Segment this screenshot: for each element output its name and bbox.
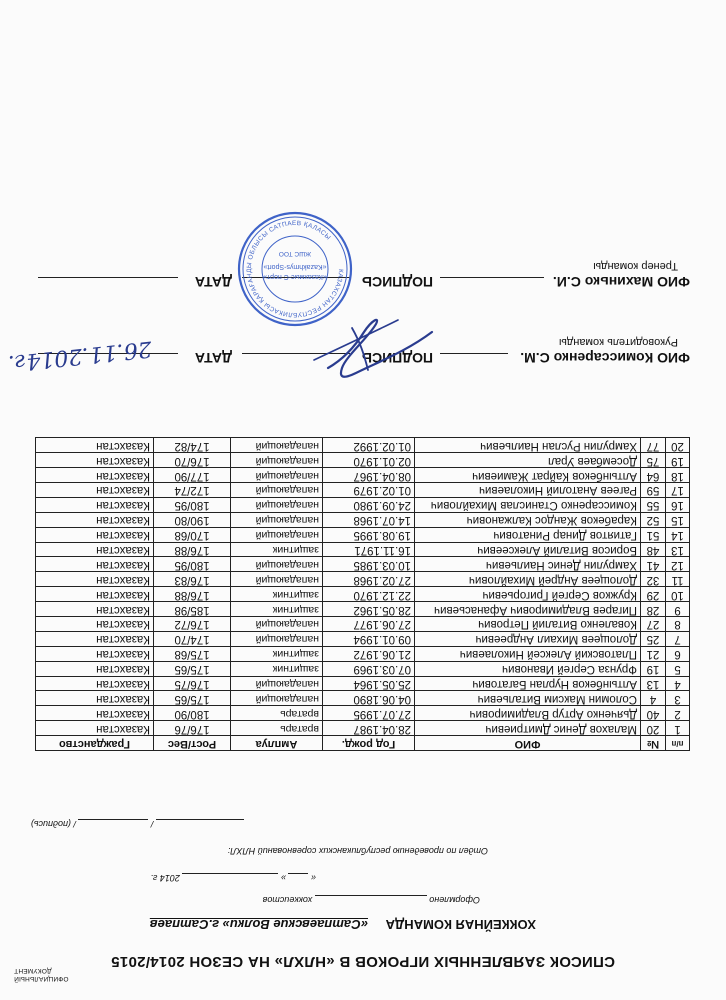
cell-birth-date: 28.05.1962 bbox=[323, 602, 415, 617]
cell-row-index: 10 bbox=[666, 587, 690, 602]
manager-fio: ФИО Комиссаренко С.М. bbox=[520, 350, 690, 366]
cell-jersey-number: 59 bbox=[641, 482, 666, 497]
cell-citizenship: Казахстан bbox=[36, 646, 154, 661]
cell-row-index: 15 bbox=[666, 512, 690, 527]
cell-citizenship: Казахстан bbox=[36, 691, 154, 706]
cell-height-weight: 174/70 bbox=[154, 631, 231, 646]
table-row bbox=[36, 602, 690, 617]
coach-date-label: ДАТА bbox=[194, 274, 232, 290]
cell-citizenship: Казахстан bbox=[36, 542, 154, 557]
team-name: «Сатпаевские Волки» г.Сатпаев bbox=[149, 917, 368, 932]
cell-jersey-number: 4 bbox=[641, 691, 666, 706]
cell-row-index: 19 bbox=[666, 453, 690, 468]
cell-row-index: 9 bbox=[666, 602, 690, 617]
cell-birth-date: 01.02.1979 bbox=[323, 482, 415, 497]
cell-position: нападающий bbox=[231, 572, 323, 587]
cell-height-weight: 180/95 bbox=[154, 497, 231, 512]
cell-player-name: Долощеев Михаил Андреевич bbox=[415, 631, 641, 646]
coach-role: Тренер команды bbox=[593, 260, 678, 272]
header-height-weight: Рост/Вес bbox=[154, 736, 231, 751]
oformleno-label: Оформлено bbox=[429, 895, 480, 905]
cell-position: нападающий bbox=[231, 557, 323, 572]
cell-jersey-number: 55 bbox=[641, 497, 666, 512]
manager-date-label: ДАТА bbox=[194, 350, 232, 366]
stamp-center-line-2: «Kazakhmys-Sport» bbox=[263, 263, 327, 270]
hockeists-label: хоккеистов bbox=[262, 895, 313, 905]
cell-position: вратарь bbox=[231, 721, 323, 736]
cell-birth-date: 16.11.1971 bbox=[323, 542, 415, 557]
cell-birth-date: 27.02.1968 bbox=[323, 572, 415, 587]
cell-birth-date: 25.05.1964 bbox=[323, 676, 415, 691]
table-body bbox=[36, 438, 690, 736]
round-stamp bbox=[236, 210, 354, 328]
cell-player-name: Фрунза Сергей Иванович bbox=[415, 661, 641, 676]
cell-birth-date: 21.06.1972 bbox=[323, 646, 415, 661]
cell-jersey-number: 21 bbox=[641, 646, 666, 661]
table-row bbox=[36, 661, 690, 676]
cell-citizenship: Казахстан bbox=[36, 572, 154, 587]
cell-jersey-number: 77 bbox=[641, 438, 666, 453]
cell-row-index: 5 bbox=[666, 661, 690, 676]
cell-height-weight: 190/80 bbox=[154, 512, 231, 527]
cell-player-name: Коваленко Виталий Петрович bbox=[415, 616, 641, 631]
department-name-blank bbox=[156, 819, 244, 830]
cell-jersey-number: 27 bbox=[641, 616, 666, 631]
cell-citizenship: Казахстан bbox=[36, 721, 154, 736]
cell-birth-date: 28.04.1987 bbox=[323, 721, 415, 736]
cell-jersey-number: 40 bbox=[641, 706, 666, 721]
cell-row-index: 2 bbox=[666, 706, 690, 721]
cell-citizenship: Казахстан bbox=[36, 512, 154, 527]
header-birth-year: Год рожд. bbox=[323, 736, 415, 751]
cell-birth-date: 27.06.1977 bbox=[323, 616, 415, 631]
table-row bbox=[36, 468, 690, 483]
cell-player-name: Пигарев Владимирович Афанасьевич bbox=[415, 602, 641, 617]
header-fio: ФИО bbox=[415, 736, 641, 751]
cell-player-name: Малахов Денис Дмитриевич bbox=[415, 721, 641, 736]
table-row bbox=[36, 542, 690, 557]
cell-player-name: Рагеев Анатолий Николаевич bbox=[415, 482, 641, 497]
cell-player-name: Комиссаренко Станислав Михайлович bbox=[415, 497, 641, 512]
cell-citizenship: Казахстан bbox=[36, 453, 154, 468]
department-line: Отдел по проведению республиканских соревнований НЛХЛ: bbox=[227, 846, 488, 856]
cell-player-name: Гатиятов Динар Ринатович bbox=[415, 527, 641, 542]
cell-height-weight: 176/72 bbox=[154, 616, 231, 631]
cell-position: нападающий bbox=[231, 512, 323, 527]
table-row bbox=[36, 482, 690, 497]
cell-birth-date: 01.02.1992 bbox=[323, 438, 415, 453]
date-open-quote: « bbox=[310, 873, 316, 883]
cell-player-name: Хамрулин Денис Наильевич bbox=[415, 557, 641, 572]
stamp-center-line-1: «Казахмыс-С порт» bbox=[263, 273, 327, 280]
cell-height-weight: 172/74 bbox=[154, 482, 231, 497]
cell-birth-date: 07.03.1969 bbox=[323, 661, 415, 676]
cell-row-index: 4 bbox=[666, 676, 690, 691]
cell-birth-date: 02.01.1970 bbox=[323, 453, 415, 468]
cell-citizenship: Казахстан bbox=[36, 497, 154, 512]
table-row bbox=[36, 616, 690, 631]
cell-row-index: 3 bbox=[666, 691, 690, 706]
table-row bbox=[36, 631, 690, 646]
cell-citizenship: Казахстан bbox=[36, 602, 154, 617]
cell-player-name: Соломин Максим Витальевич bbox=[415, 691, 641, 706]
cell-citizenship: Казахстан bbox=[36, 527, 154, 542]
cell-height-weight: 175/68 bbox=[154, 646, 231, 661]
cell-position: нападающий bbox=[231, 438, 323, 453]
cell-position: вратарь bbox=[231, 706, 323, 721]
table-row bbox=[36, 512, 690, 527]
cell-jersey-number: 25 bbox=[641, 631, 666, 646]
cell-player-name: Досембаев Урал bbox=[415, 453, 641, 468]
cell-position: защитник bbox=[231, 602, 323, 617]
table-row bbox=[36, 706, 690, 721]
coach-name-underline bbox=[440, 277, 544, 278]
cell-position: нападающий bbox=[231, 691, 323, 706]
cell-birth-date: 22.12.1970 bbox=[323, 587, 415, 602]
cell-height-weight: 180/90 bbox=[154, 706, 231, 721]
header-citizenship: Гражданство bbox=[36, 736, 154, 751]
cell-jersey-number: 28 bbox=[641, 602, 666, 617]
cell-jersey-number: 75 bbox=[641, 453, 666, 468]
date-day-blank bbox=[288, 873, 308, 884]
department-slash: / bbox=[150, 819, 154, 829]
cell-row-index: 12 bbox=[666, 557, 690, 572]
stamp-bottom-text: ЖШС ТОО bbox=[278, 250, 312, 257]
cell-citizenship: Казахстан bbox=[36, 557, 154, 572]
cell-height-weight: 185/98 bbox=[154, 602, 231, 617]
manager-role: Руководитель команды bbox=[558, 336, 678, 348]
stamp-outer-text: КАЗАХСТАН РЕСПУБЛИКАСЫ ҚАРАҒАНДЫ ОБЛЫСЫ САТПАЕВ ҚАЛАСЫ bbox=[245, 219, 345, 319]
cell-jersey-number: 32 bbox=[641, 572, 666, 587]
cell-citizenship: Казахстан bbox=[36, 631, 154, 646]
cell-citizenship: Казахстан bbox=[36, 706, 154, 721]
table-row bbox=[36, 572, 690, 587]
cell-jersey-number: 19 bbox=[641, 661, 666, 676]
table-row bbox=[36, 676, 690, 691]
department-sign-blank bbox=[78, 819, 148, 830]
table-row bbox=[36, 721, 690, 736]
date-month-blank bbox=[182, 873, 278, 884]
cell-jersey-number: 51 bbox=[641, 527, 666, 542]
table-row bbox=[36, 691, 690, 706]
cell-row-index: 17 bbox=[666, 482, 690, 497]
cell-row-index: 11 bbox=[666, 572, 690, 587]
cell-position: нападающий bbox=[231, 453, 323, 468]
cell-birth-date: 04.06.1890 bbox=[323, 691, 415, 706]
cell-birth-date: 14.07.1968 bbox=[323, 512, 415, 527]
cell-player-name: Кружков Сергей Григорьевич bbox=[415, 587, 641, 602]
cell-row-index: 14 bbox=[666, 527, 690, 542]
cell-row-index: 20 bbox=[666, 438, 690, 453]
cell-birth-date: 09.01.1994 bbox=[323, 631, 415, 646]
cell-height-weight: 176/88 bbox=[154, 542, 231, 557]
manager-name-underline bbox=[440, 353, 508, 354]
cell-row-index: 16 bbox=[666, 497, 690, 512]
team-line bbox=[150, 917, 536, 932]
cell-height-weight: 175/65 bbox=[154, 661, 231, 676]
cell-citizenship: Казахстан bbox=[36, 438, 154, 453]
cell-player-name: Платовский Алексей Николаевич bbox=[415, 646, 641, 661]
coach-date-line bbox=[38, 277, 178, 278]
cell-birth-date: 24.09.1980 bbox=[323, 497, 415, 512]
cell-height-weight: 175/65 bbox=[154, 691, 231, 706]
table-row bbox=[36, 587, 690, 602]
cell-height-weight: 176/75 bbox=[154, 676, 231, 691]
cell-height-weight: 176/70 bbox=[154, 453, 231, 468]
cell-player-name: Алтынбеков Нурлан Багатович bbox=[415, 676, 641, 691]
coach-fio: ФИО Махинько С.И. bbox=[552, 274, 690, 290]
cell-jersey-number: 13 bbox=[641, 676, 666, 691]
cell-height-weight: 174/82 bbox=[154, 438, 231, 453]
cell-birth-date: 27.07.1995 bbox=[323, 706, 415, 721]
cell-position: нападающий bbox=[231, 631, 323, 646]
cell-row-index: 13 bbox=[666, 542, 690, 557]
cell-height-weight: 170/68 bbox=[154, 527, 231, 542]
cell-position: нападающий bbox=[231, 527, 323, 542]
cell-position: защитник bbox=[231, 542, 323, 557]
cell-player-name: Карабеков Жандос Калжанович bbox=[415, 512, 641, 527]
table-row bbox=[36, 557, 690, 572]
players-table bbox=[35, 437, 690, 751]
cell-citizenship: Казахстан bbox=[36, 676, 154, 691]
cell-citizenship: Казахстан bbox=[36, 661, 154, 676]
date-line bbox=[150, 873, 316, 884]
cell-jersey-number: 64 bbox=[641, 468, 666, 483]
document-title: СПИСОК ЗАЯВЛЕННЫХ ИГРОКОВ В «НЛХЛ» НА СЕЗОН 2014/2015 bbox=[110, 953, 616, 970]
table-row bbox=[36, 646, 690, 661]
coach-podpis-label: ПОДПИСЬ bbox=[361, 274, 433, 290]
cell-row-index: 8 bbox=[666, 616, 690, 631]
cell-row-index: 6 bbox=[666, 646, 690, 661]
cell-position: защитник bbox=[231, 587, 323, 602]
table-row bbox=[36, 497, 690, 512]
cell-citizenship: Казахстан bbox=[36, 482, 154, 497]
cell-jersey-number: 48 bbox=[641, 542, 666, 557]
cell-row-index: 18 bbox=[666, 468, 690, 483]
cell-citizenship: Казахстан bbox=[36, 468, 154, 483]
cell-position: нападающий bbox=[231, 616, 323, 631]
cell-citizenship: Казахстан bbox=[36, 587, 154, 602]
header-position: Амплуа bbox=[231, 736, 323, 751]
table-row bbox=[36, 453, 690, 468]
oformleno-blank bbox=[315, 895, 427, 906]
cell-height-weight: 180/95 bbox=[154, 557, 231, 572]
cell-position: защитник bbox=[231, 661, 323, 676]
cell-birth-date: 10.03.1985 bbox=[323, 557, 415, 572]
handwritten-date: 26.11.2014г. bbox=[7, 335, 153, 376]
cell-player-name: Алтынбеков Кайрат Жамиевич bbox=[415, 468, 641, 483]
cell-citizenship: Казахстан bbox=[36, 616, 154, 631]
department-sign-caption: / (подпись) bbox=[30, 819, 76, 829]
cell-height-weight: 176/83 bbox=[154, 572, 231, 587]
manager-podpis-label: ПОДПИСЬ bbox=[361, 350, 433, 366]
date-year: 2014 г. bbox=[150, 873, 180, 883]
cell-position: нападающий bbox=[231, 468, 323, 483]
cell-position: защитник bbox=[231, 646, 323, 661]
date-close-quote: » bbox=[280, 873, 286, 883]
cell-position: нападающий bbox=[231, 482, 323, 497]
cell-position: нападающий bbox=[231, 497, 323, 512]
cell-player-name: Долощеев Андрей Михайлович bbox=[415, 572, 641, 587]
cell-birth-date: 19.08.1995 bbox=[323, 527, 415, 542]
cell-row-index: 7 bbox=[666, 631, 690, 646]
cell-height-weight: 177/90 bbox=[154, 468, 231, 483]
cell-row-index: 1 bbox=[666, 721, 690, 736]
header-number-order: п/п bbox=[666, 736, 690, 751]
official-document-label: ОФИЦИАЛЬНЫЙ ДОКУМЕНТ bbox=[14, 967, 69, 982]
table-row bbox=[36, 527, 690, 542]
cell-jersey-number: 41 bbox=[641, 557, 666, 572]
table-row bbox=[36, 438, 690, 453]
cell-jersey-number: 29 bbox=[641, 587, 666, 602]
cell-jersey-number: 52 bbox=[641, 512, 666, 527]
cell-jersey-number: 20 bbox=[641, 721, 666, 736]
cell-player-name: Дьяченко Артур Владимирович bbox=[415, 706, 641, 721]
cell-position: нападающий bbox=[231, 676, 323, 691]
cell-player-name: Борисов Виталий Алексеевич bbox=[415, 542, 641, 557]
cell-height-weight: 176/76 bbox=[154, 721, 231, 736]
cell-birth-date: 08.04.1967 bbox=[323, 468, 415, 483]
cell-height-weight: 176/88 bbox=[154, 587, 231, 602]
oformleno-line bbox=[263, 895, 480, 906]
department-sign-line bbox=[31, 819, 244, 830]
table-header-row bbox=[36, 736, 690, 751]
header-jersey: № bbox=[641, 736, 666, 751]
cell-player-name: Хамрулин Руслан Наильевич bbox=[415, 438, 641, 453]
team-label: ХОККЕЙНАЯ КОМАНДА bbox=[385, 917, 536, 932]
